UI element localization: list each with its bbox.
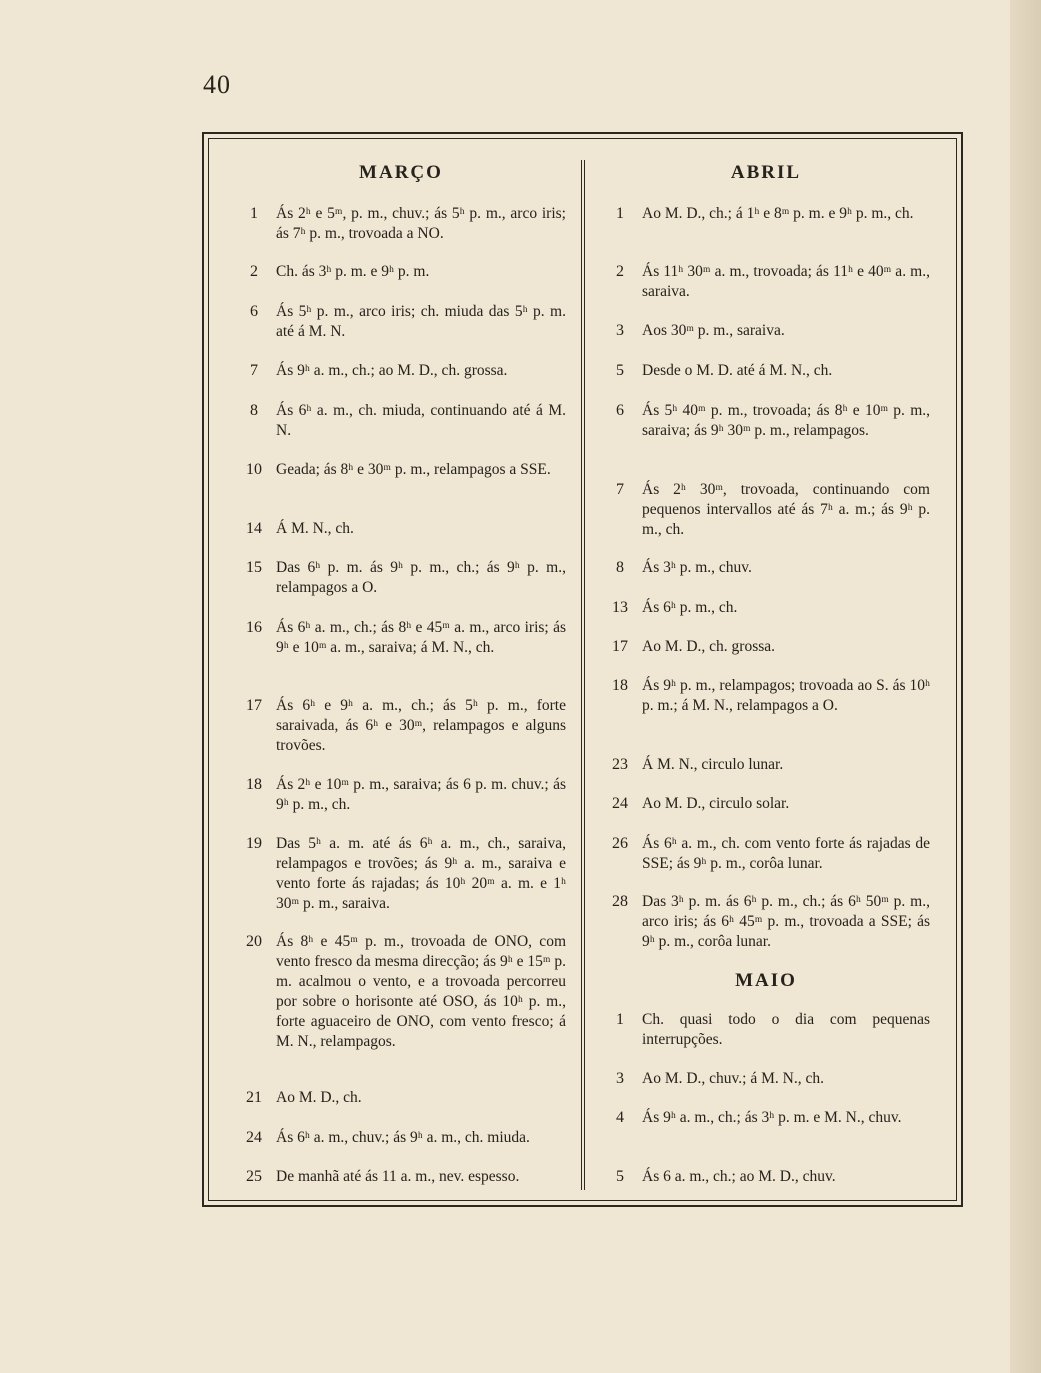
entry-day: 21 xyxy=(246,1089,262,1106)
entry-day: 17 xyxy=(612,638,628,655)
page-number: 40 xyxy=(203,70,231,99)
entry-day: 3 xyxy=(616,1070,624,1087)
entry-abril-26 xyxy=(602,834,930,874)
entry-day: 16 xyxy=(246,619,262,636)
entry-text: Desde o M. D. até á M. N., ch. xyxy=(642,362,833,379)
entry-marco-20 xyxy=(236,932,566,1052)
entry-abril-28 xyxy=(602,892,930,952)
entry-text: Ás 6ʰ p. m., ch. xyxy=(642,599,738,616)
entry-day: 25 xyxy=(246,1168,262,1185)
column-divider xyxy=(581,160,585,1190)
entry-text: Ás 3ʰ p. m., chuv. xyxy=(642,559,752,576)
entry-text: Ao M. D., circulo solar. xyxy=(642,795,790,812)
entry-text: Geada; ás 8ʰ e 30ᵐ p. m., relampagos a SSE. xyxy=(276,461,551,478)
entry-marco-10 xyxy=(236,460,566,480)
entry-text: Ás 6ʰ a. m., ch. com vento forte ás rajadas de SSE; ás 9ʰ p. m., corôa lunar. xyxy=(642,835,930,872)
entry-day: 24 xyxy=(246,1129,262,1146)
entry-marco-7 xyxy=(236,361,566,381)
entry-day: 24 xyxy=(612,795,628,812)
entry-text: Ás 9ʰ a. m., ch.; ao M. D., ch. grossa. xyxy=(276,362,508,379)
entry-day: 17 xyxy=(246,697,262,714)
entry-abril-18 xyxy=(602,676,930,716)
entry-day: 10 xyxy=(246,461,262,478)
entry-day: 3 xyxy=(616,322,624,339)
entry-day: 14 xyxy=(246,520,262,537)
entry-abril-2 xyxy=(602,262,930,302)
entry-day: 18 xyxy=(612,677,628,694)
entry-maio-4 xyxy=(602,1108,930,1128)
entry-day: 26 xyxy=(612,835,628,852)
entry-text: Ás 6 a. m., ch.; ao M. D., chuv. xyxy=(642,1168,836,1185)
entry-text: Á M. N., ch. xyxy=(276,520,354,537)
entry-text: Ás 2ʰ e 5ᵐ, p. m., chuv.; ás 5ʰ p. m., arco iris; ás 7ʰ p. m., trovoada a NO. xyxy=(276,205,566,242)
entry-text: Ch. ás 3ʰ p. m. e 9ʰ p. m. xyxy=(276,263,430,280)
page-edge xyxy=(1010,0,1041,1373)
entry-text: Ao M. D., ch. grossa. xyxy=(642,638,776,655)
entry-marco-15 xyxy=(236,558,566,598)
entry-text: Ás 8ʰ e 45ᵐ p. m., trovoada de ONO, com vento fresco da mesma direcção; ás 9ʰ e 15ᵐ p. m. acalmou o vento, e a trovoada percorreu por sobre o horisonte até OSO, ás 10ʰ p. m., forte aguaceiro de ONO, com vento fresco; á M. N., relampagos. xyxy=(276,933,566,1050)
entry-day: 1 xyxy=(250,205,258,222)
entry-text: Ás 5ʰ p. m., arco iris; ch. miuda das 5ʰ p. m. até á M. N. xyxy=(276,303,566,340)
entry-text: Ás 5ʰ 40ᵐ p. m., trovoada; ás 8ʰ e 10ᵐ p. m., saraiva; ás 9ʰ 30ᵐ p. m., relampagos. xyxy=(642,402,930,439)
entry-day: 5 xyxy=(616,362,624,379)
entry-abril-13 xyxy=(602,598,930,618)
entry-day: 15 xyxy=(246,559,262,576)
entry-marco-18 xyxy=(236,775,566,815)
entry-day: 6 xyxy=(250,303,258,320)
entry-text: Ao M. D., ch. xyxy=(276,1089,362,1106)
entry-day: 2 xyxy=(250,263,258,280)
entry-abril-5 xyxy=(602,361,930,381)
entry-marco-16 xyxy=(236,618,566,658)
entry-day: 13 xyxy=(612,599,628,616)
entry-text: Á M. N., circulo lunar. xyxy=(642,756,784,773)
entry-text: Ás 6ʰ a. m., ch.; ás 8ʰ e 45ᵐ a. m., arco iris; ás 9ʰ e 10ᵐ a. m., saraiva; á M. N., ch. xyxy=(276,619,566,656)
entry-text: Ao M. D., ch.; á 1ʰ e 8ᵐ p. m. e 9ʰ p. m., ch. xyxy=(642,205,914,222)
entry-day: 4 xyxy=(616,1109,624,1126)
entry-day: 20 xyxy=(246,933,262,950)
entry-abril-23 xyxy=(602,755,930,775)
entry-day: 19 xyxy=(246,835,262,852)
entry-abril-8 xyxy=(602,558,930,578)
entry-marco-1 xyxy=(236,204,566,244)
entry-maio-3 xyxy=(602,1069,930,1089)
entry-maio-1 xyxy=(602,1010,930,1050)
entry-day: 8 xyxy=(616,559,624,576)
entry-text: Das 5ʰ a. m. até ás 6ʰ a. m., ch., saraiva, relampagos e trovões; ás 9ʰ a. m., saraiva e vento forte ás rajadas; ás 10ʰ 20ᵐ a. m. e 1ʰ 30ᵐ p. m., saraiva. xyxy=(276,835,566,912)
entry-day: 6 xyxy=(616,402,624,419)
entry-text: Ás 6ʰ a. m., chuv.; ás 9ʰ a. m., ch. miuda. xyxy=(276,1129,530,1146)
entry-abril-24 xyxy=(602,794,930,814)
month-heading-abril: ABRIL xyxy=(730,162,802,183)
month-heading-marco: MARÇO xyxy=(359,162,443,183)
entry-day: 7 xyxy=(250,362,258,379)
entry-marco-19 xyxy=(236,834,566,914)
entry-marco-25 xyxy=(236,1167,566,1187)
entry-marco-2 xyxy=(236,262,566,282)
entry-day: 5 xyxy=(616,1168,624,1185)
entry-text: Das 6ʰ p. m. ás 9ʰ p. m., ch.; ás 9ʰ p. m., relampagos a O. xyxy=(276,559,566,596)
entry-text: Das 3ʰ p. m. ás 6ʰ p. m., ch.; ás 6ʰ 50ᵐ p. m., arco iris; ás 6ʰ 45ᵐ p. m., trovoada a SSE; ás 9ʰ p. m., corôa lunar. xyxy=(642,893,930,950)
entry-text: Ch. quasi todo o dia com pequenas interrupções. xyxy=(642,1011,930,1048)
entry-text: Ás 2ʰ e 10ᵐ p. m., saraiva; ás 6 p. m. chuv.; ás 9ʰ p. m., ch. xyxy=(276,776,566,813)
entry-day: 18 xyxy=(246,776,262,793)
entry-day: 23 xyxy=(612,756,628,773)
entry-marco-21 xyxy=(236,1088,566,1108)
entry-marco-17 xyxy=(236,696,566,756)
entry-abril-17 xyxy=(602,637,930,657)
entry-text: Aos 30ᵐ p. m., saraiva. xyxy=(642,322,785,339)
entry-text: Ás 6ʰ a. m., ch. miuda, continuando até á M. N. xyxy=(276,402,566,439)
entry-day: 7 xyxy=(616,481,624,498)
entry-day: 28 xyxy=(612,893,628,910)
month-heading-maio: MAIO xyxy=(735,970,797,991)
entry-abril-1 xyxy=(602,204,930,224)
entry-abril-7 xyxy=(602,480,930,540)
entry-text: Ás 11ʰ 30ᵐ a. m., trovoada; ás 11ʰ e 40ᵐ a. m., saraiva. xyxy=(642,263,930,300)
entry-text: Ás 9ʰ a. m., ch.; ás 3ʰ p. m. e M. N., chuv. xyxy=(642,1109,902,1126)
entry-marco-14 xyxy=(236,519,566,539)
entry-text: De manhã até ás 11 a. m., nev. espesso. xyxy=(276,1168,520,1185)
entry-marco-6 xyxy=(236,302,566,342)
entry-maio-5 xyxy=(602,1167,930,1187)
entry-day: 1 xyxy=(616,205,624,222)
entry-day: 1 xyxy=(616,1011,624,1028)
entry-text: Ao M. D., chuv.; á M. N., ch. xyxy=(642,1070,824,1087)
entry-text: Ás 6ʰ e 9ʰ a. m., ch.; ás 5ʰ p. m., forte saraivada, ás 6ʰ e 30ᵐ, relampagos e alguns trovões. xyxy=(276,697,566,754)
entry-marco-8 xyxy=(236,401,566,441)
entry-day: 8 xyxy=(250,402,258,419)
entry-abril-3 xyxy=(602,321,930,341)
entry-text: Ás 2ʰ 30ᵐ, trovoada, continuando com pequenos intervallos até ás 7ʰ a. m.; ás 9ʰ p. m., ch. xyxy=(642,481,930,538)
entry-marco-24 xyxy=(236,1128,566,1148)
entry-abril-6 xyxy=(602,401,930,441)
entry-day: 2 xyxy=(616,263,624,280)
entry-text: Ás 9ʰ p. m., relampagos; trovoada ao S. ás 10ʰ p. m.; á M. N., relampagos a O. xyxy=(642,677,930,714)
